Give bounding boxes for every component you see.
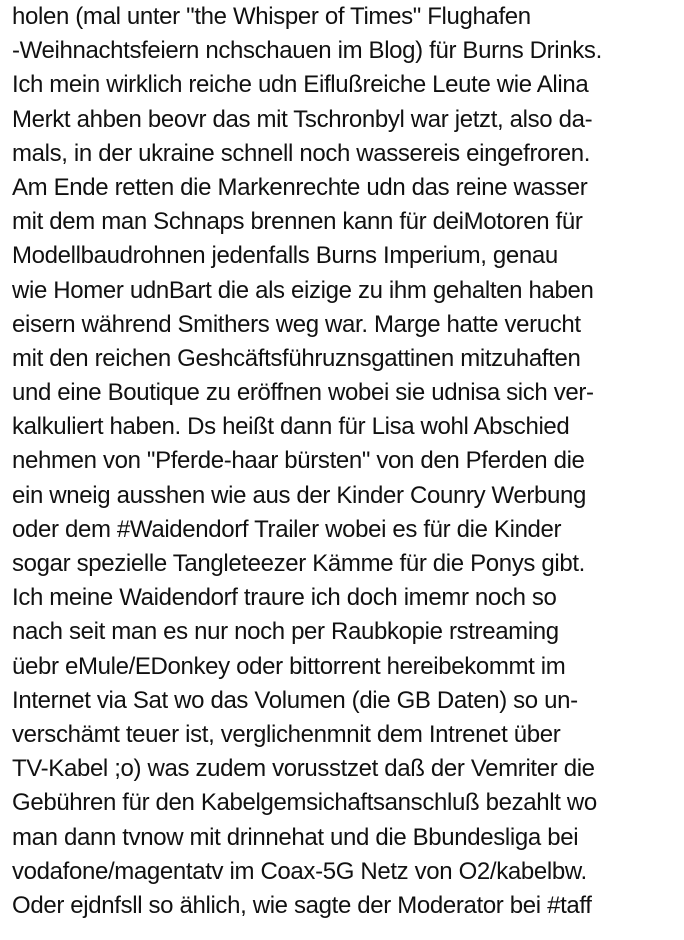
text-line: Gebühren für den Kabelgemsichaftsanschluß bezahlt wo [12, 789, 597, 817]
text-line: nehmen von "Pferde-haar bürsten" von den Pferden die [12, 447, 585, 475]
text-line: kalkuliert haben. Ds heißt dann für Lisa wohl Abschied [12, 413, 570, 441]
text-line: üebr eMule/EDonkey oder bittorrent hereibekommt im [12, 652, 566, 680]
text-line: mit den reichen Geshcäftsführuznsgattinen mitzuhaften [12, 344, 581, 372]
text-line: -Weihnachtsfeiern nchschauen im Blog) für Burns Drinks. [12, 37, 602, 65]
text-line: oder dem #Waidendorf Trailer wobei es für die Kinder [12, 515, 562, 543]
text-line: ein wneig ausshen wie aus der Kinder Counry Werbung [12, 481, 587, 509]
text-line: Am Ende retten die Markenrechte udn das reine wasser [12, 173, 588, 201]
text-line: Ich meine Waidendorf traure ich doch imemr noch so [12, 584, 557, 612]
text-line: man dann tvnow mit drinnehat und die Bbundesliga bei [12, 823, 579, 851]
text-line: Oder ejdnfsll so ählich, wie sagte der Moderator bei #taff [12, 891, 592, 919]
text-line: sogar spezielle Tangleteezer Kämme für die Ponys gibt. [12, 550, 585, 577]
text-line: mit dem man Schnaps brennen kann für deiMotoren für [12, 208, 583, 236]
document-page [12, 0, 672, 940]
text-line: Internet via Sat wo das Volumen (die GB Daten) so un- [12, 686, 578, 714]
text-line: und eine Boutique zu eröffnen wobei sie udnisa sich ver- [12, 379, 594, 407]
text-line: holen (mal unter "the Whisper of Times" Flughafen [12, 3, 531, 30]
text-line: Ich mein wirklich reiche udn Eiflußreiche Leute wie Alina [12, 71, 589, 99]
text-line: TV-Kabel ;o) was zudem vorusstzet daß der Vemriter die [12, 755, 595, 783]
text-line: verschämt teuer ist, verglichenmnit dem Intrenet über [12, 720, 561, 748]
text-line: nach seit man es nur noch per Raubkopie rstreaming [12, 618, 559, 646]
text-line: eisern während Smithers weg war. Marge hatte verucht [12, 310, 581, 338]
text-line: wie Homer udnBart die als eizige zu ihm gehalten haben [12, 276, 594, 304]
text-line: mals, in der ukraine schnell noch wassereis eingefroren. [12, 139, 591, 167]
text-line: Modellbaudrohnen jedenfalls Burns Imperium, genau [12, 242, 558, 270]
text-line: vodafone/magentatv im Coax-5G Netz von O2/kabelbw. [12, 857, 587, 885]
text-line: Merkt ahben beovr das mit Tschronbyl war jetzt, also da- [12, 105, 593, 133]
